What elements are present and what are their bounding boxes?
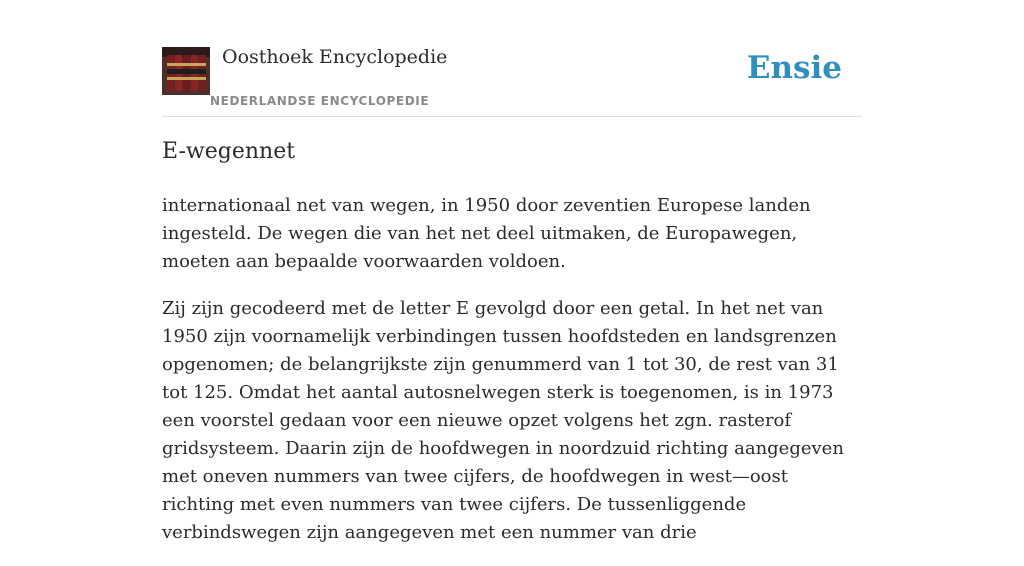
site-header: [162, 0, 862, 117]
page: [162, 0, 862, 543]
site-logo-books-icon[interactable]: [162, 47, 210, 95]
brand-logo-link[interactable]: Ensie: [746, 50, 842, 86]
article-paragraph: Zij zijn gecodeerd met de letter E gevolgd door een getal. In het net van 1950 zijn voornamelijk verbindingen tussen hoofdsteden en landsgrenzen opgenomen; de belangrijkste zijn genummerd van 1 tot 30, de rest van 31 tot 125. Omdat het aantal autosnelwegen sterk is toegenomen, is in 1973 een voorstel gedaan voor een nieuwe opzet volgens het zgn. rasterof gridsysteem. Daarin zijn de hoofdwegen in noordzuid richting aangegeven met oneven nummers van twee cijfers, de hoofdwegen in west—oost richting met even nummers van twee cijfers. De tussenliggende verbindswegen zijn aangegeven met een nummer van drie: [162, 298, 844, 543]
site-subtitle: NEDERLANDSE ENCYCLOPEDIE: [210, 94, 430, 108]
article-paragraph: internationaal net van wegen, in 1950 door zeventien Europese landen ingesteld. De wegen die van het net deel uitmaken, de Europawegen, moeten aan bepaalde voorwaarden voldoen.: [162, 195, 811, 272]
article-body: [162, 192, 862, 566]
article-title: E-wegennet: [162, 139, 296, 164]
site-title[interactable]: Oosthoek Encyclopedie: [222, 46, 448, 68]
